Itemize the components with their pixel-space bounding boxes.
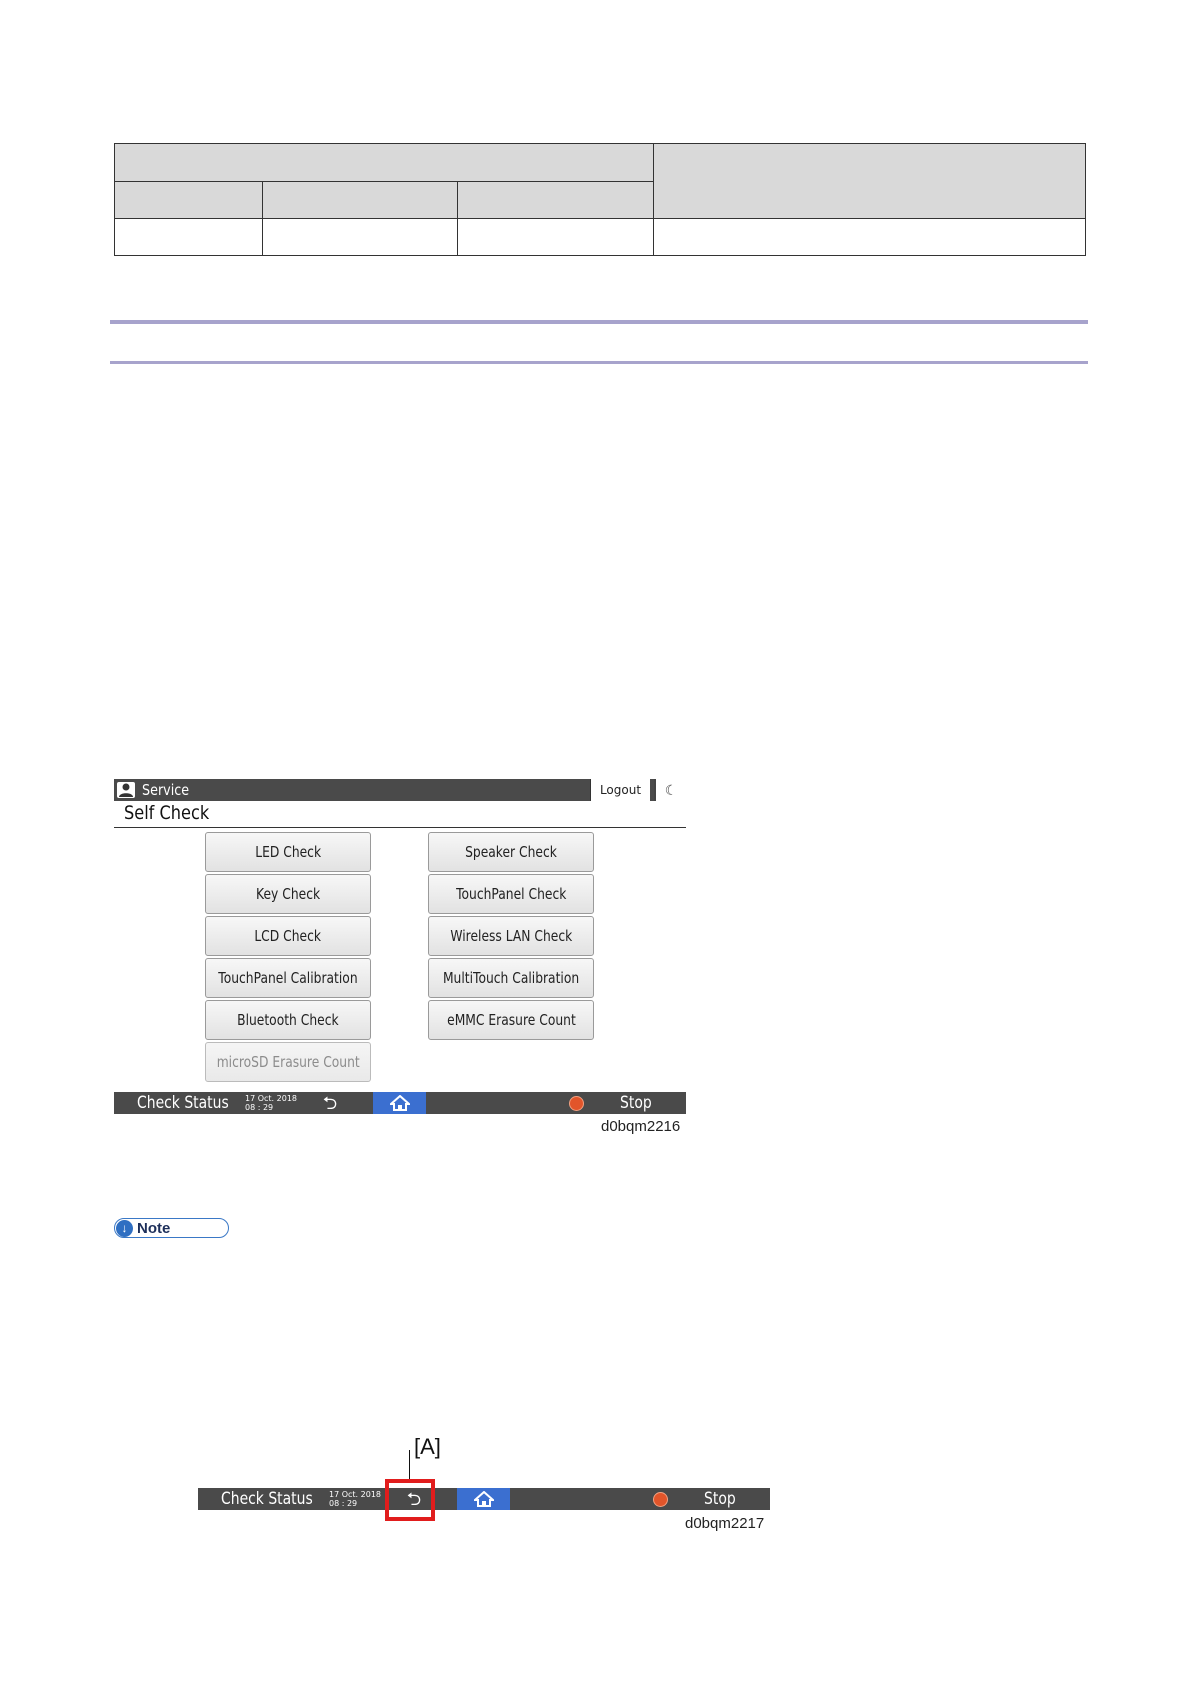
stop-button[interactable]: Stop [620, 1093, 652, 1113]
figure-id: d0bqm2216 [601, 1118, 681, 1135]
user-icon [117, 782, 135, 798]
section-rule-top [110, 320, 1088, 324]
table-cell [458, 219, 654, 256]
microsd-erasure-count-button[interactable]: microSD Erasure Count [205, 1042, 371, 1082]
callout-label: [A] [414, 1434, 441, 1459]
table-cell [263, 219, 458, 256]
logout-button[interactable]: Logout [590, 779, 650, 801]
lcd-check-button[interactable]: LCD Check [205, 916, 371, 956]
table-header-cell [654, 144, 1086, 219]
stop-button[interactable]: Stop [704, 1489, 736, 1509]
check-status-button[interactable]: Check Status [221, 1489, 313, 1509]
table-cell [115, 219, 263, 256]
figure-id: d0bqm2217 [685, 1515, 765, 1532]
touchpanel-calibration-button[interactable]: TouchPanel Calibration [205, 958, 371, 998]
touchpanel-check-button[interactable]: TouchPanel Check [428, 874, 594, 914]
table-header-cell [115, 144, 654, 182]
note-label: Note [137, 1220, 171, 1237]
multitouch-calibration-button[interactable]: MultiTouch Calibration [428, 958, 594, 998]
stop-icon [570, 1097, 583, 1110]
section-rule-bottom [110, 361, 1088, 364]
home-button[interactable] [457, 1488, 510, 1510]
self-check-panel [114, 779, 686, 1116]
wireless-lan-check-button[interactable]: Wireless LAN Check [428, 916, 594, 956]
bluetooth-check-button[interactable]: Bluetooth Check [205, 1000, 371, 1040]
speaker-check-button[interactable]: Speaker Check [428, 832, 594, 872]
table-cell [654, 219, 1086, 256]
stop-icon [654, 1493, 667, 1506]
key-check-button[interactable]: Key Check [205, 874, 371, 914]
down-arrow-icon: ↓ [116, 1220, 133, 1237]
page-title: Self Check [124, 802, 210, 824]
table-subheader-cell [115, 182, 263, 219]
home-icon [474, 1491, 494, 1507]
check-status-button[interactable]: Check Status [137, 1093, 229, 1113]
panel-header [114, 779, 686, 801]
back-icon[interactable]: ⮌ [322, 1093, 338, 1113]
moon-icon[interactable]: ☾ [654, 779, 686, 801]
footer-bar-figure [198, 1488, 770, 1510]
title-divider [114, 827, 686, 828]
header-title: Service [142, 781, 190, 799]
led-check-button[interactable]: LED Check [205, 832, 371, 872]
footer-datetime [329, 1490, 381, 1508]
footer-date: 17 Oct. 2018 [245, 1094, 297, 1103]
panel-footer [114, 1092, 686, 1114]
footer-date: 17 Oct. 2018 [329, 1490, 381, 1499]
table-subheader-cell [458, 182, 654, 219]
emmc-erasure-count-button[interactable]: eMMC Erasure Count [428, 1000, 594, 1040]
home-icon [390, 1095, 410, 1111]
table-subheader-cell [263, 182, 458, 219]
footer-time: 08 : 29 [245, 1103, 274, 1112]
callout-highlight-box [385, 1479, 435, 1521]
note-badge [114, 1218, 229, 1238]
back-icon[interactable]: ⮌ [406, 1489, 422, 1509]
footer-time: 08 : 29 [329, 1499, 358, 1508]
spec-table [114, 143, 1086, 256]
home-button[interactable] [373, 1092, 426, 1114]
footer-datetime [245, 1094, 297, 1112]
